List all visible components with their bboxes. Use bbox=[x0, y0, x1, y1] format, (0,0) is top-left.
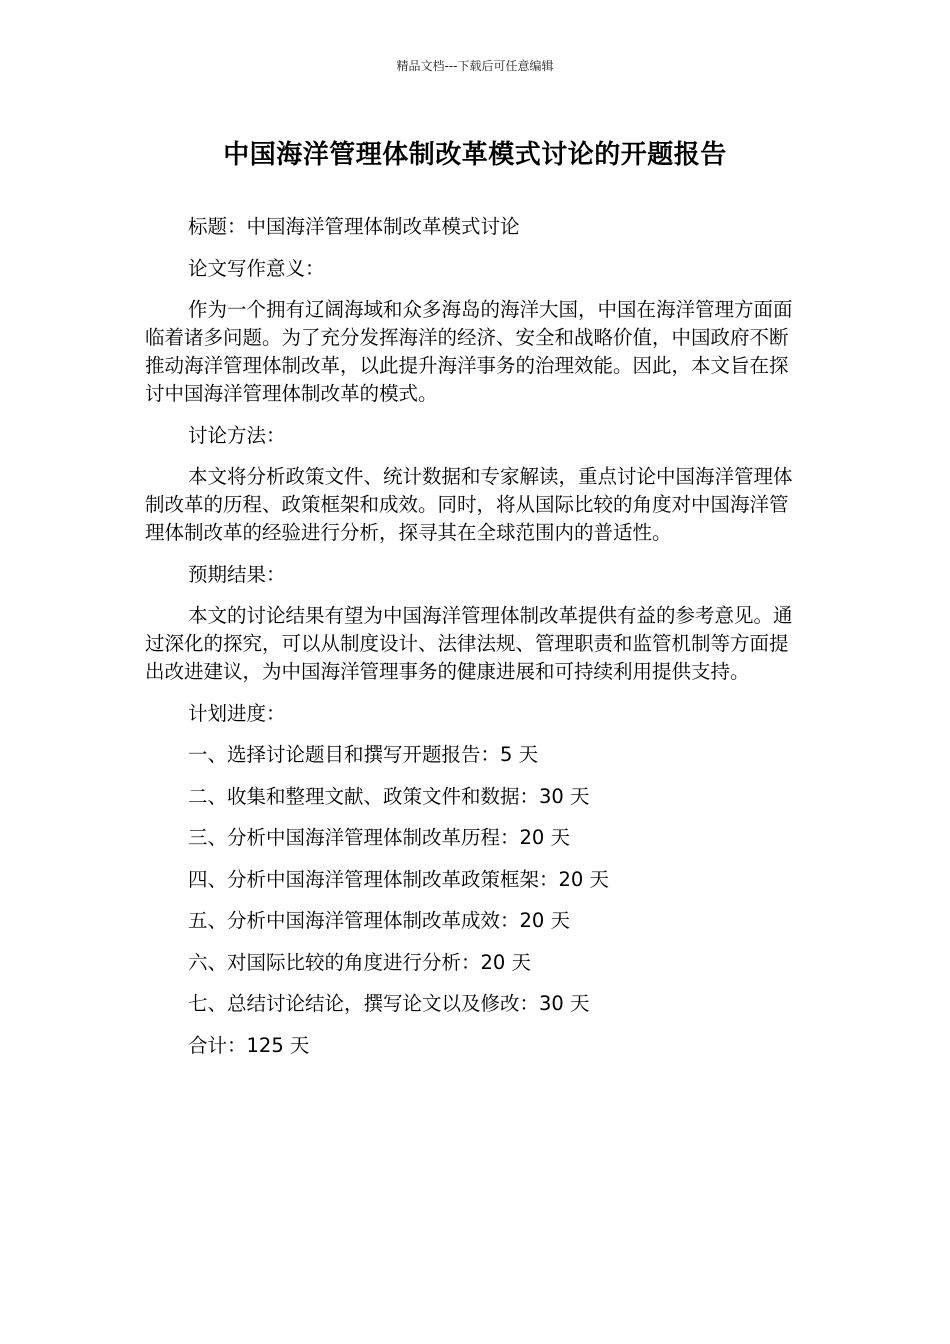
header-note: 精品文档---下载后可任意编辑 bbox=[396, 59, 554, 73]
schedule-total: 合计：125 天 bbox=[188, 1033, 310, 1057]
document-title: 中国海洋管理体制改革模式讨论的开题报告 bbox=[223, 140, 727, 170]
method-heading: 讨论方法： bbox=[188, 423, 286, 447]
method-paragraph: 本文将分析政策文件、统计数据和专家解读，重点讨论中国海洋管理体制改革的历程、政策框架和成效。同时，将从国际比较的角度对中国海洋管理体制改革的经验进行分析，探寻其在全球范围内的普适性。 bbox=[145, 465, 793, 544]
schedule-item: 七、总结讨论结论，撰写论文以及修改：30 天 bbox=[188, 992, 590, 1015]
results-paragraph: 本文的讨论结果有望为中国海洋管理体制改革提供有益的参考意见。通过深化的探究，可以从制度设计、法律法规、管理职责和监管机制等方面提出改进建议，为中国海洋管理事务的健康进展和可持续利用提供支持。 bbox=[145, 604, 793, 683]
significance-paragraph: 作为一个拥有辽阔海域和众多海岛的海洋大国，中国在海洋管理方面面临着诸多问题。为了充分发挥海洋的经济、安全和战略价值，中国政府不断推动海洋管理体制改革，以此提升海洋事务的治理效能。因此，本文旨在探讨中国海洋管理体制改革的模式。 bbox=[145, 298, 793, 405]
schedule-heading: 计划进度： bbox=[188, 701, 286, 725]
significance-heading: 论文写作意义： bbox=[188, 256, 325, 280]
schedule-item: 五、分析中国海洋管理体制改革成效：20 天 bbox=[188, 909, 571, 932]
schedule-item: 四、分析中国海洋管理体制改革政策框架：20 天 bbox=[188, 867, 610, 891]
topic-line: 标题：中国海洋管理体制改革模式讨论 bbox=[188, 215, 520, 238]
schedule-item: 一、选择讨论题目和撰写开题报告：5 天 bbox=[188, 743, 539, 766]
document-body bbox=[145, 213, 805, 1073]
schedule-item: 三、分析中国海洋管理体制改革历程：20 天 bbox=[188, 826, 571, 849]
schedule-item: 二、收集和整理文献、政策文件和数据：30 天 bbox=[188, 784, 590, 808]
results-heading: 预期结果： bbox=[188, 562, 286, 586]
schedule-item: 六、对国际比较的角度进行分析：20 天 bbox=[188, 950, 532, 974]
